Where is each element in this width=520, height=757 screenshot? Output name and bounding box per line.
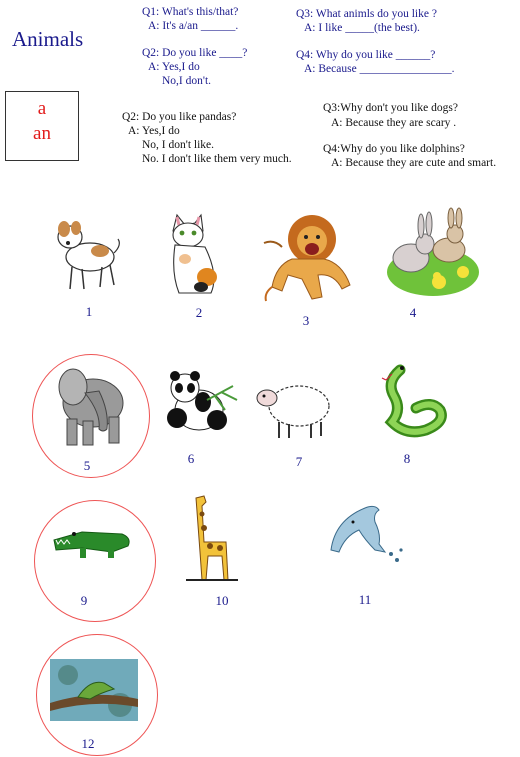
q2-answer-yes: A: Yes,I do: [148, 61, 200, 73]
article-a: a: [37, 98, 47, 119]
q3-text: Q3: What animls do you like ?: [296, 8, 437, 20]
lion-picture: [262, 213, 352, 308]
snake-picture: [382, 360, 452, 438]
cat-picture: [165, 213, 220, 298]
elephant-picture: [55, 363, 130, 451]
example-q3: Q3:Why don't you like dogs?: [323, 102, 458, 114]
crocodile-picture: [52, 518, 134, 564]
example-a2: No, I don't like.: [142, 139, 215, 151]
panda-picture: [163, 370, 241, 435]
number-label: 8: [403, 451, 411, 466]
example-q4: Q4:Why do you like dolphins?: [323, 143, 465, 155]
example-q2: Q2: Do you like pandas?: [122, 111, 237, 123]
q3-answer: A: I like _____(the best).: [304, 22, 420, 34]
number-label: 11: [358, 592, 372, 607]
number-label: 7: [295, 454, 303, 469]
example-a3: No. I don't like them very much.: [142, 153, 292, 165]
number-label: 1: [85, 304, 93, 319]
lizard-picture: [50, 659, 138, 721]
q2-text: Q2: Do you like ____?: [142, 47, 248, 59]
dolphin-picture: [325, 500, 407, 568]
rabbits-picture: [385, 210, 480, 302]
dog-picture: [52, 215, 122, 295]
number-label: 6: [187, 451, 195, 466]
q4-text: Q4: Why do you like ______?: [296, 49, 436, 61]
number-label: 9: [80, 593, 88, 608]
number-label: 2: [195, 305, 203, 320]
q4-answer: A: Because ________________.: [304, 63, 455, 75]
number-label: 12: [81, 736, 95, 751]
number-label: 10: [215, 593, 229, 608]
page-title: Animals: [12, 27, 84, 51]
q1-answer: A: It's a/an ______.: [148, 20, 239, 32]
giraffe-picture: [182, 492, 242, 584]
number-label: 5: [83, 458, 91, 473]
sheep-picture: [255, 376, 335, 440]
example-q4-answer: A: Because they are cute and smart.: [331, 157, 497, 169]
example-a1: A: Yes,I do: [128, 125, 180, 137]
article-box: [5, 91, 79, 161]
q1-text: Q1: What's this/that?: [142, 6, 239, 18]
example-q3-answer: A: Because they are scary .: [331, 117, 457, 129]
article-an: an: [33, 123, 51, 144]
q2-answer-no: No,I don't.: [162, 75, 212, 87]
number-label: 3: [302, 313, 310, 328]
number-label: 4: [409, 305, 417, 320]
